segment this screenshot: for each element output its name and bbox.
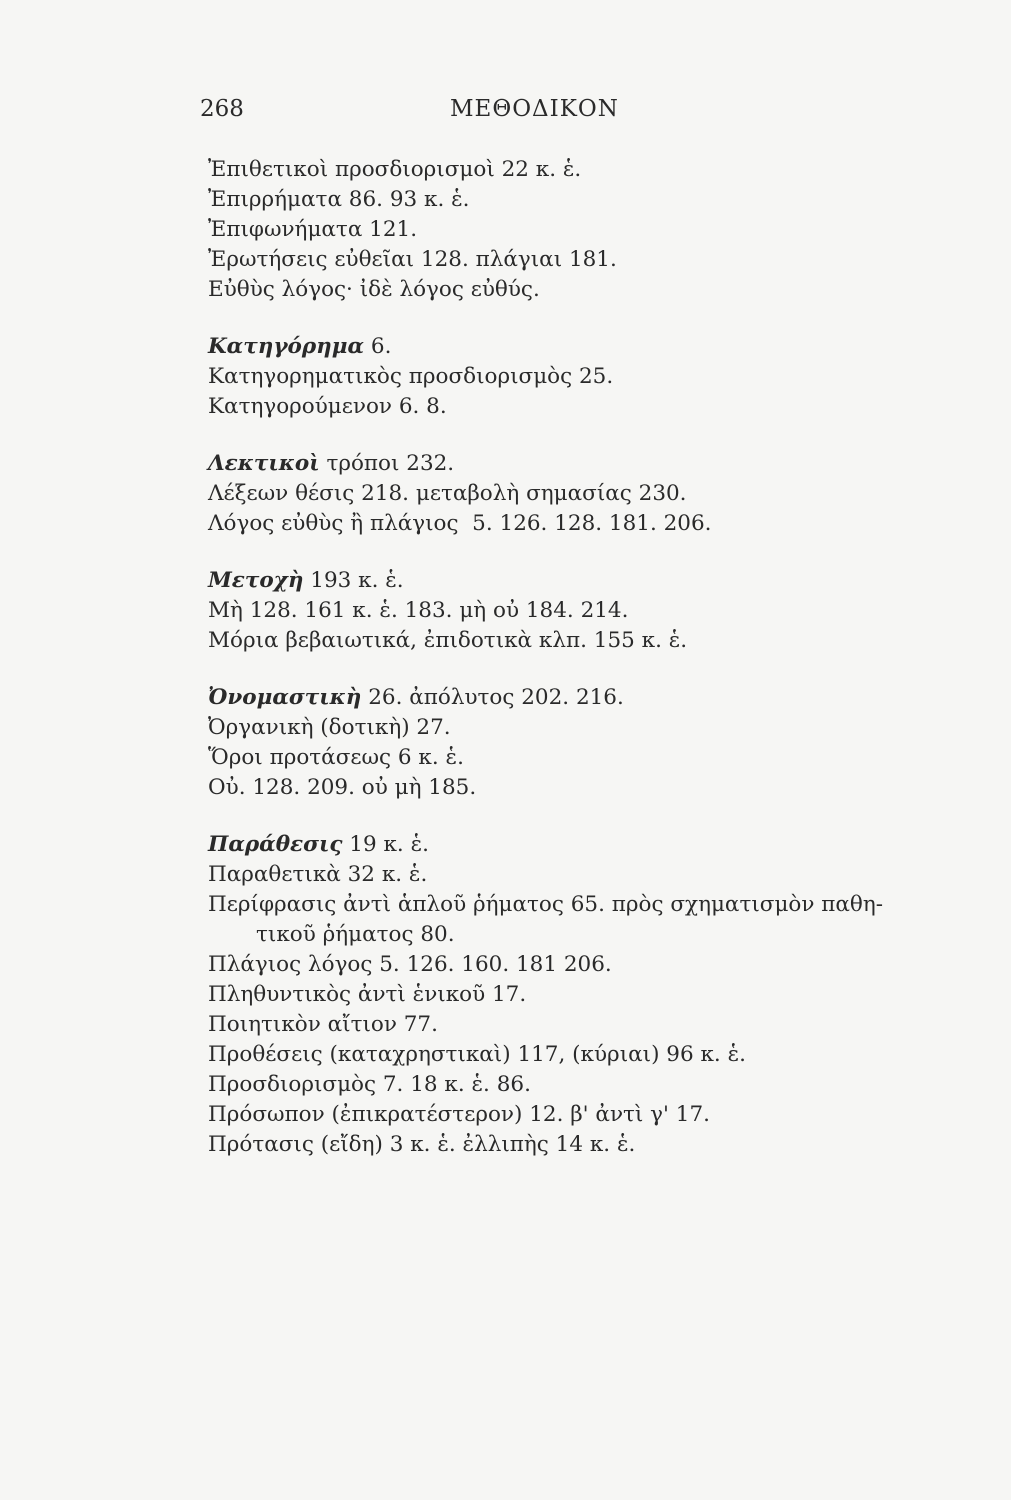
index-entry (208, 773, 968, 803)
index-entry (208, 1130, 968, 1160)
index-group (208, 683, 968, 803)
running-head: ΜΕΘΟΔΙΚΟΝ (450, 96, 619, 122)
index-entry (208, 596, 968, 626)
index-entry (208, 1100, 968, 1130)
index-entry (208, 449, 968, 479)
index-lemma: Ὀνομαστικὴ (208, 685, 362, 710)
index-entry (208, 830, 968, 860)
index-entry-text: 26. ἀπόλυτος 202. 216. (361, 685, 624, 710)
index-entry-text: Λόγος εὐθὺς ἢ πλάγιος 5. 126. 128. 181. 206. (208, 511, 712, 536)
index-entry (208, 185, 968, 215)
index-group (208, 449, 968, 539)
index-entry (208, 245, 968, 275)
index-entry (208, 215, 968, 245)
index-entry (208, 890, 968, 920)
index-entry-text: Προσδιορισμὸς 7. 18 κ. ἑ. 86. (208, 1072, 531, 1097)
index-entry-text: 6. (364, 334, 392, 359)
index-entry-text: Περίφρασις ἀντὶ ἁπλοῦ ῥήματος 65. πρὸς σχηματισμὸν παθη- (208, 892, 884, 917)
index-entry-text: Ἐπιρρήματα 86. 93 κ. ἑ. (208, 187, 470, 212)
index-lemma: Κατηγόρημα (208, 334, 365, 359)
index-lemma: Μετοχὴ (208, 568, 304, 593)
index-entry-text: Πλάγιος λόγος 5. 126. 160. 181 206. (208, 952, 612, 977)
index-entry (208, 362, 968, 392)
index-entry-text: Ποιητικὸν αἴτιον 77. (208, 1012, 438, 1037)
index-entry (208, 509, 968, 539)
index-entry (208, 332, 968, 362)
index-entry-text: Μόρια βεβαιωτικά, ἐπιδοτικὰ κλπ. 155 κ. ἑ. (208, 628, 688, 653)
index-entry (208, 626, 968, 656)
index-entry-text: Ἐπιφωνήματα 121. (208, 217, 418, 242)
index-entry-text: Ὀργανικὴ (δοτικὴ) 27. (208, 715, 451, 740)
index-entry-text: Ἐρωτήσεις εὐθεῖαι 128. πλάγιαι 181. (208, 247, 617, 272)
index-entry (208, 743, 968, 773)
index-entry (208, 1040, 968, 1070)
index-content (208, 155, 968, 1187)
index-entry-text: Οὐ. 128. 209. οὐ μὴ 185. (208, 775, 477, 800)
index-lemma: Παράθεσις (208, 832, 343, 857)
index-entry-text: Πρότασις (εἴδη) 3 κ. ἑ. ἐλλιπὴς 14 κ. ἑ. (208, 1132, 636, 1157)
index-entry-text: Παραθετικὰ 32 κ. ἑ. (208, 862, 428, 887)
index-entry (208, 950, 968, 980)
index-entry (208, 479, 968, 509)
index-entry-text: Πρόσωπον (ἐπικρατέστερον) 12. β' ἀντὶ γ' 17. (208, 1102, 710, 1127)
page-header (200, 96, 900, 136)
index-group (208, 155, 968, 305)
index-entry (208, 392, 968, 422)
index-entry (208, 566, 968, 596)
page-number: 268 (200, 96, 244, 122)
index-entry (208, 713, 968, 743)
index-group (208, 830, 968, 1160)
index-entry (208, 980, 968, 1010)
index-entry-text: Προθέσεις (καταχρηστικαὶ) 117, (κύριαι) 96 κ. ἑ. (208, 1042, 746, 1067)
index-entry (208, 1070, 968, 1100)
index-entry-text: Κατηγορούμενον 6. 8. (208, 394, 447, 419)
index-entry (208, 275, 968, 305)
index-lemma: Λεκτικοὶ (208, 451, 320, 476)
index-entry-text: 19 κ. ἑ. (342, 832, 429, 857)
index-entry (208, 155, 968, 185)
index-entry-text: Ὅροι προτάσεως 6 κ. ἑ. (208, 745, 464, 770)
index-entry-text: τρόποι 232. (319, 451, 455, 476)
index-entry-text: τικοῦ ῥήματος 80. (256, 922, 455, 947)
index-entry-text: Μὴ 128. 161 κ. ἑ. 183. μὴ οὐ 184. 214. (208, 598, 629, 623)
index-entry-text: Εὐθὺς λόγος· ἰδὲ λόγος εὐθύς. (208, 277, 540, 302)
index-entry-text: Ἐπιθετικοὶ προσδιορισμοὶ 22 κ. ἑ. (208, 157, 582, 182)
index-entry (208, 683, 968, 713)
index-entry-text: Πληθυντικὸς ἀντὶ ἑνικοῦ 17. (208, 982, 527, 1007)
index-group (208, 332, 968, 422)
index-entry-text: Κατηγορηματικὸς προσδιορισμὸς 25. (208, 364, 614, 389)
index-entry (208, 1010, 968, 1040)
index-entry (208, 860, 968, 890)
index-group (208, 566, 968, 656)
index-entry-continuation (208, 920, 968, 950)
index-entry-text: Λέξεων θέσις 218. μεταβολὴ σημασίας 230. (208, 481, 687, 506)
index-entry-text: 193 κ. ἑ. (303, 568, 404, 593)
